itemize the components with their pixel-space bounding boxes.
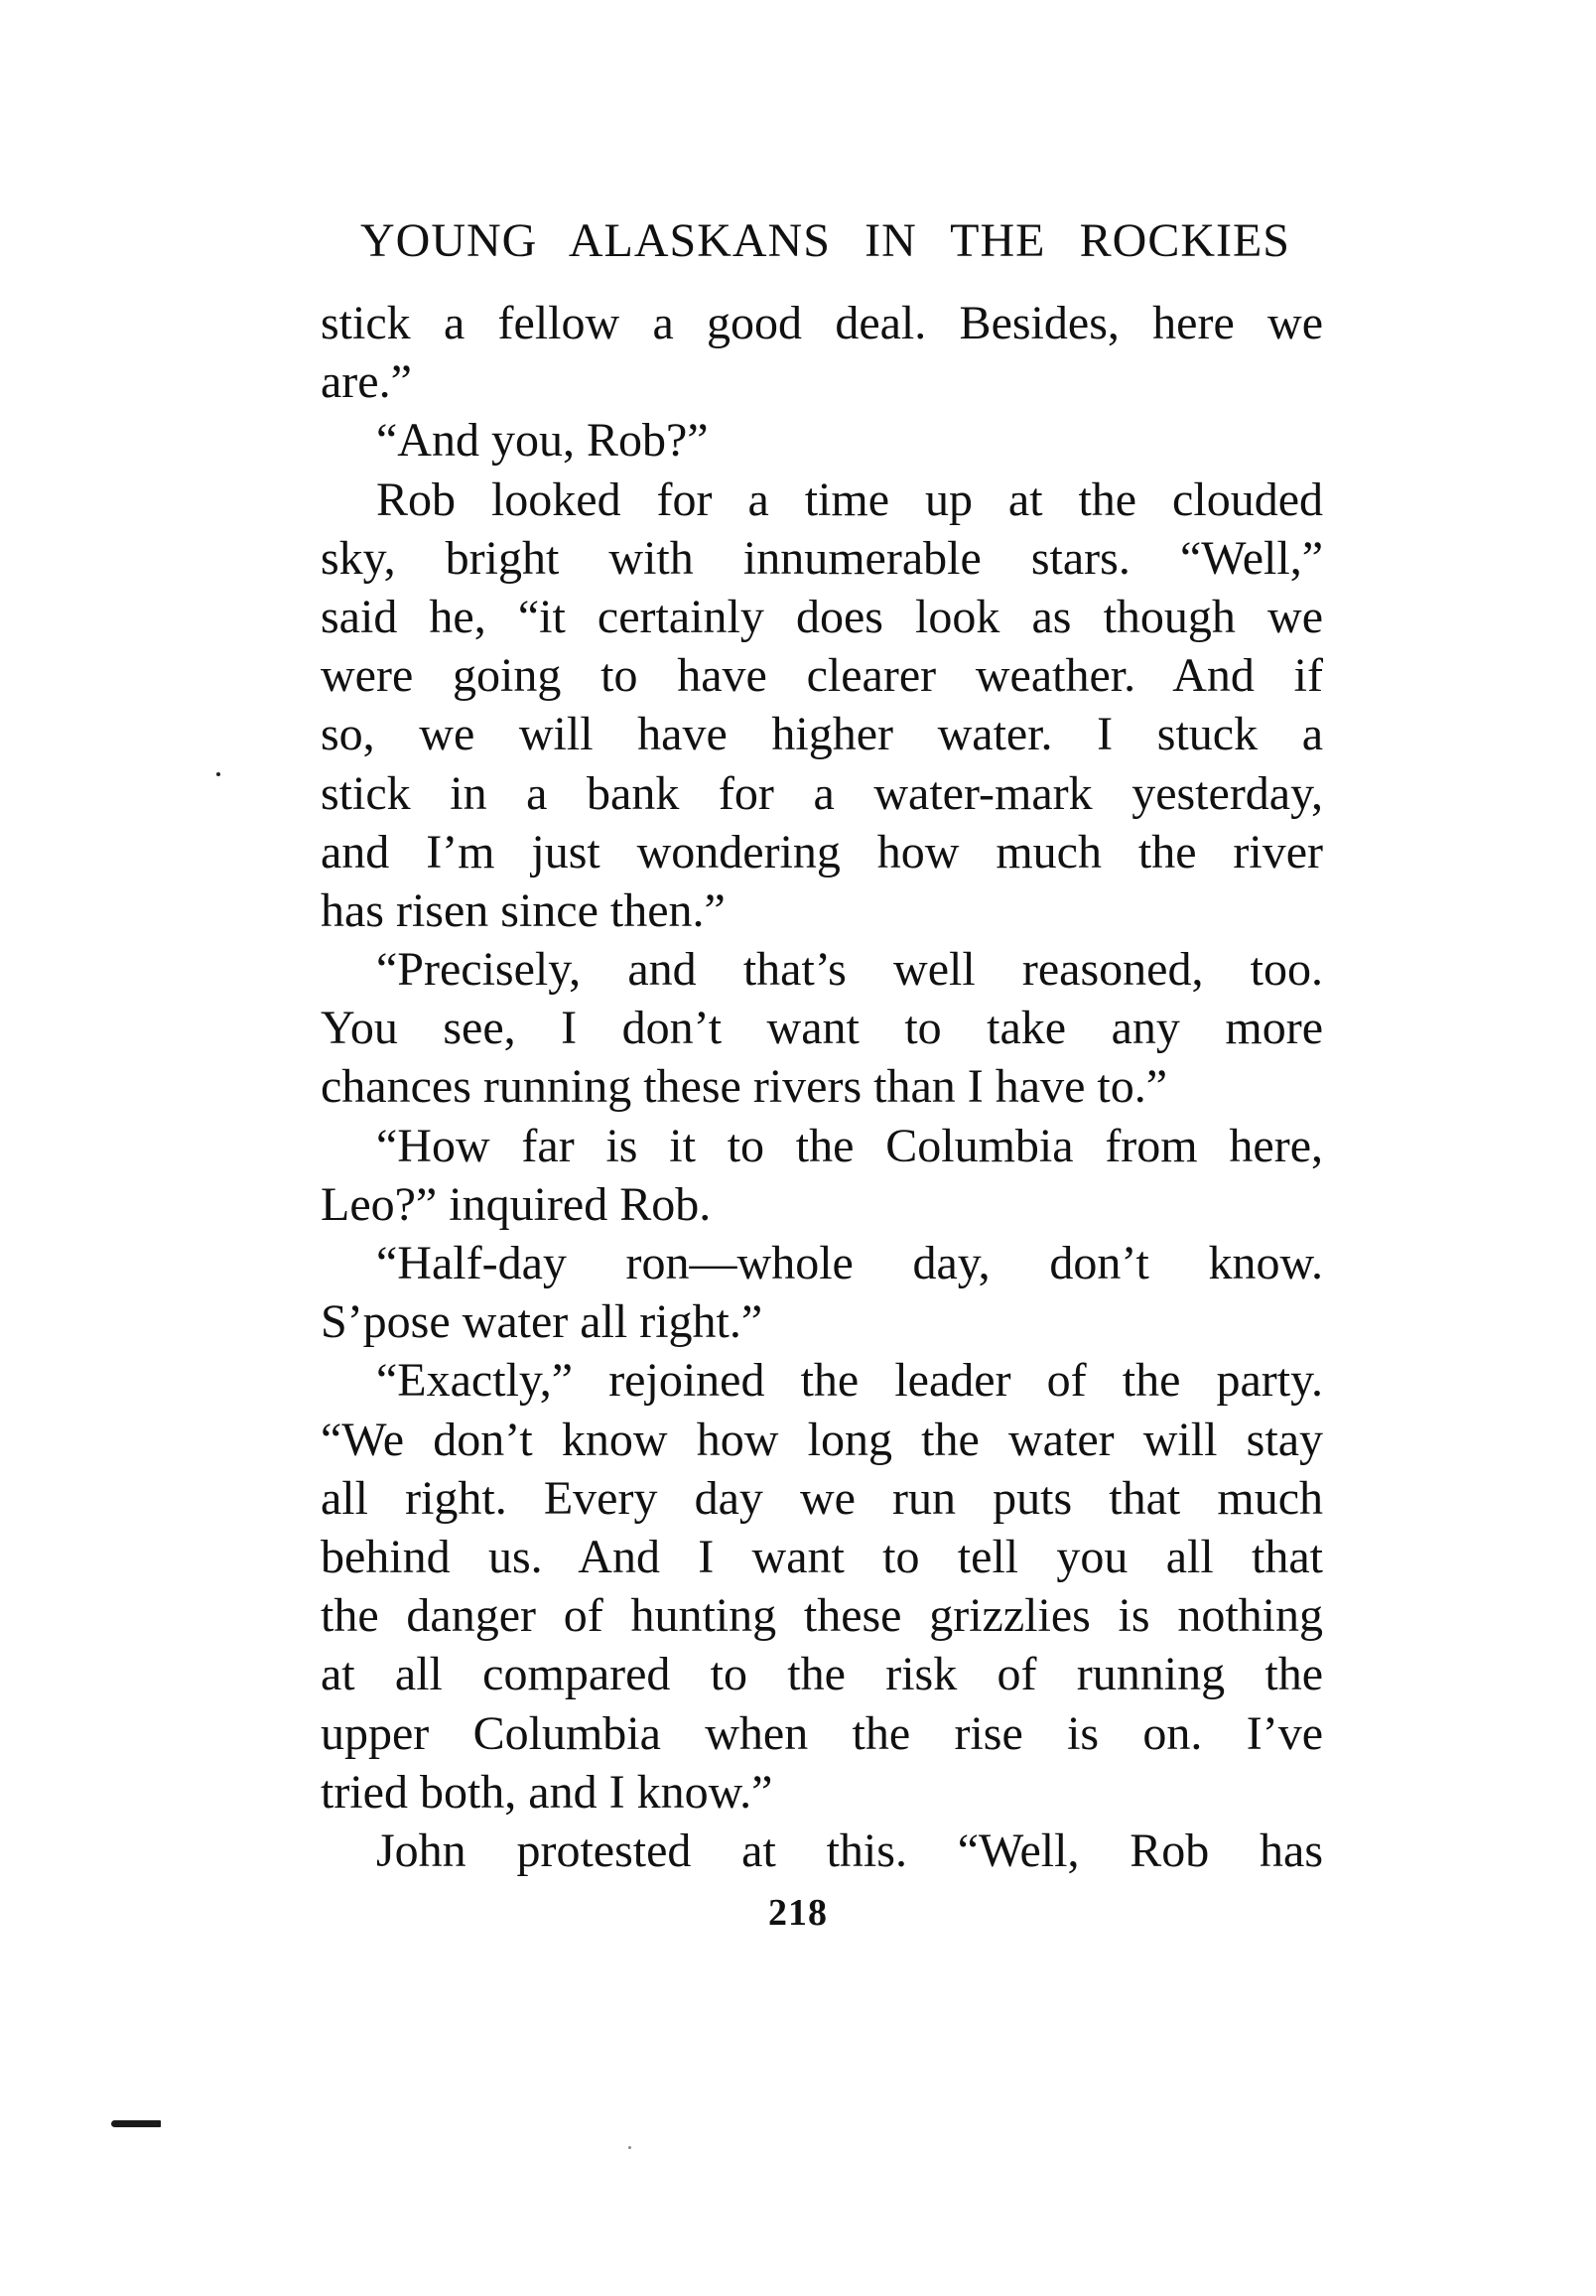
- text-line: “Precisely, and that’s well reasoned, too.: [376, 943, 1323, 997]
- text-line: “We don’t know how long the water will stay: [321, 1413, 1323, 1466]
- text-line: said he, “it certainly does look as though we: [321, 590, 1323, 643]
- text-line: “And you, Rob?”: [376, 414, 709, 468]
- text-line: so, we will have higher water. I stuck a: [321, 708, 1323, 761]
- text-line: chances running these rivers than I have to.”: [321, 1060, 1168, 1114]
- text-line: and I’m just wondering how much the river: [321, 825, 1323, 878]
- text-line: “How far is it to the Columbia from here,: [376, 1119, 1323, 1172]
- running-head: YOUNG ALASKANS IN THE ROCKIES: [360, 214, 1290, 267]
- text-line: were going to have clearer weather. And if: [321, 649, 1323, 703]
- text-line: at all compared to the risk of running the: [321, 1648, 1323, 1701]
- scan-mark: [111, 2120, 161, 2127]
- text-line: Rob looked for a time up at the clouded: [376, 473, 1323, 526]
- text-line: upper Columbia when the rise is on. I’ve: [321, 1706, 1323, 1760]
- text-line: the danger of hunting these grizzlies is nothing: [321, 1589, 1323, 1643]
- scan-speck: [628, 2146, 631, 2149]
- text-line: “Exactly,” rejoined the leader of the party.: [376, 1354, 1323, 1408]
- text-line: all right. Every day we run puts that much: [321, 1471, 1323, 1525]
- text-line: behind us. And I want to tell you all that: [321, 1530, 1323, 1583]
- text-line: are.”: [321, 355, 412, 409]
- body-text: [321, 294, 1323, 1880]
- text-line: John protested at this. “Well, Rob has: [376, 1823, 1323, 1877]
- text-line: S’pose water all right.”: [321, 1295, 763, 1349]
- text-line: has risen since then.”: [321, 883, 726, 937]
- text-line: tried both, and I know.”: [321, 1765, 773, 1819]
- text-line: sky, bright with innumerable stars. “Well,”: [321, 531, 1323, 585]
- page-number: 218: [768, 1892, 828, 1934]
- scan-speck: [216, 772, 220, 776]
- text-line: “Half-day ron—whole day, don’t know.: [376, 1237, 1323, 1289]
- text-line: stick in a bank for a water-mark yesterday,: [321, 766, 1323, 820]
- text-line: stick a fellow a good deal. Besides, here we: [321, 297, 1323, 349]
- text-line: Leo?” inquired Rob.: [321, 1177, 712, 1231]
- text-line: You see, I don’t want to take any more: [321, 1002, 1323, 1055]
